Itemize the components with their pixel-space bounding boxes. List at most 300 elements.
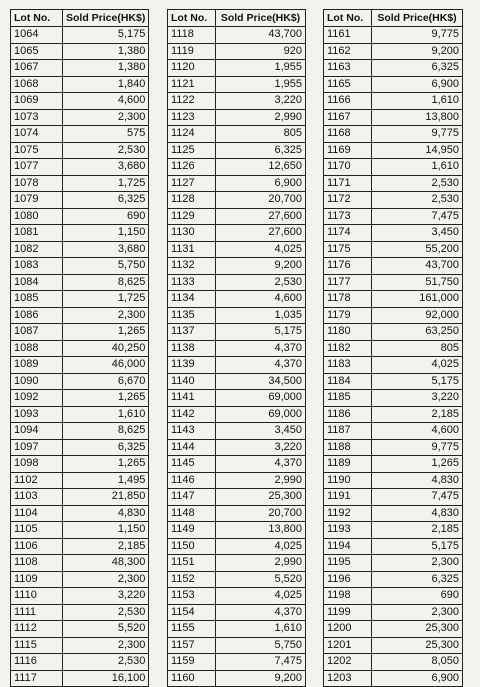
sold-price-cell: 1,035 (216, 307, 306, 324)
lot-number-cell: 1079 (11, 192, 63, 209)
table-row (324, 390, 463, 407)
table-row (168, 604, 306, 621)
lot-number-cell: 1109 (11, 571, 63, 588)
sold-price-cell: 3,220 (216, 93, 306, 110)
lot-number-cell: 1132 (168, 258, 216, 275)
sold-price-cell: 5,175 (372, 373, 463, 390)
lot-number-cell: 1195 (324, 555, 372, 572)
lot-number-cell: 1081 (11, 225, 63, 242)
table-row (168, 192, 306, 209)
table-row (324, 307, 463, 324)
sold-price-cell: 1,610 (372, 159, 463, 176)
lot-number-cell: 1148 (168, 505, 216, 522)
table-row (168, 505, 306, 522)
table-row (168, 340, 306, 357)
sold-price-cell: 6,325 (372, 571, 463, 588)
table-row (168, 126, 306, 143)
table-row (11, 588, 149, 605)
table-row (168, 522, 306, 539)
lot-number-cell: 1127 (168, 175, 216, 192)
table-row (11, 142, 149, 159)
lot-number-cell: 1098 (11, 456, 63, 473)
lot-number-cell: 1126 (168, 159, 216, 176)
sold-price-cell: 4,830 (63, 505, 149, 522)
sold-price-cell: 51,750 (372, 274, 463, 291)
lot-number-cell: 1112 (11, 621, 63, 638)
lot-number-cell: 1124 (168, 126, 216, 143)
lot-number-cell: 1161 (324, 27, 372, 44)
sold-price-cell: 55,200 (372, 241, 463, 258)
lot-number-cell: 1190 (324, 472, 372, 489)
sold-price-cell: 1,725 (63, 291, 149, 308)
table-row (324, 291, 463, 308)
sold-price-cell: 2,300 (372, 555, 463, 572)
table-row (168, 439, 306, 456)
lot-number-cell: 1090 (11, 373, 63, 390)
lot-number-cell: 1191 (324, 489, 372, 506)
sold-price-cell: 1,150 (63, 225, 149, 242)
sold-price-cell: 8,050 (372, 654, 463, 671)
sold-price-cell: 1,265 (372, 456, 463, 473)
sold-price-cell: 6,325 (63, 439, 149, 456)
sold-price-cell: 9,775 (372, 27, 463, 44)
lot-number-cell: 1134 (168, 291, 216, 308)
sold-price-cell: 6,670 (63, 373, 149, 390)
sold-price-cell: 69,000 (216, 406, 306, 423)
sold-price-cell: 2,530 (372, 175, 463, 192)
lot-no-header: Lot No. (324, 10, 372, 27)
lot-number-cell: 1182 (324, 340, 372, 357)
sold-price-cell: 1,725 (63, 175, 149, 192)
table-row (324, 324, 463, 341)
table-row (168, 538, 306, 555)
lot-number-cell: 1187 (324, 423, 372, 440)
lot-number-cell: 1089 (11, 357, 63, 374)
sold-price-cell: 1,610 (63, 406, 149, 423)
table-row (168, 373, 306, 390)
sold-price-cell: 2,530 (372, 192, 463, 209)
lot-number-cell: 1153 (168, 588, 216, 605)
sold-price-cell: 2,185 (63, 538, 149, 555)
lot-number-cell: 1171 (324, 175, 372, 192)
table-row (11, 126, 149, 143)
table-row (11, 522, 149, 539)
sold-price-cell: 5,520 (216, 571, 306, 588)
sold-price-header: Sold Price(HK$) (372, 10, 463, 27)
table-row (324, 274, 463, 291)
lot-number-cell: 1064 (11, 27, 63, 44)
lot-number-cell: 1180 (324, 324, 372, 341)
table-row (168, 670, 306, 687)
table-row (324, 43, 463, 60)
lot-number-cell: 1119 (168, 43, 216, 60)
table-row (11, 192, 149, 209)
lot-number-cell: 1118 (168, 27, 216, 44)
lot-number-cell: 1078 (11, 175, 63, 192)
sold-price-cell: 3,680 (63, 241, 149, 258)
sold-price-cell: 6,900 (216, 175, 306, 192)
sold-price-cell: 2,300 (372, 604, 463, 621)
sold-price-cell: 3,220 (216, 439, 306, 456)
table-row (324, 126, 463, 143)
table-row (324, 670, 463, 687)
lot-number-cell: 1088 (11, 340, 63, 357)
table-body (324, 27, 463, 687)
sold-price-cell: 3,450 (372, 225, 463, 242)
table-row (168, 274, 306, 291)
lot-number-cell: 1179 (324, 307, 372, 324)
sold-price-cell: 1,265 (63, 324, 149, 341)
sold-price-cell: 1,380 (63, 43, 149, 60)
sold-price-cell: 4,830 (372, 505, 463, 522)
sold-price-cell: 2,530 (63, 654, 149, 671)
lot-number-cell: 1189 (324, 456, 372, 473)
sold-price-cell: 8,625 (63, 274, 149, 291)
table-row (168, 324, 306, 341)
sold-price-cell: 4,830 (372, 472, 463, 489)
table-row (324, 621, 463, 638)
table-body (168, 27, 306, 687)
sold-price-cell: 1,265 (63, 456, 149, 473)
table-row (11, 241, 149, 258)
sold-price-cell: 2,990 (216, 555, 306, 572)
lot-number-cell: 1104 (11, 505, 63, 522)
price-table-3 (323, 9, 463, 687)
lot-number-cell: 1129 (168, 208, 216, 225)
lot-number-cell: 1203 (324, 670, 372, 687)
sold-price-cell: 16,100 (63, 670, 149, 687)
table-row (11, 109, 149, 126)
lot-number-cell: 1130 (168, 225, 216, 242)
table-row (168, 225, 306, 242)
sold-price-cell: 1,955 (216, 60, 306, 77)
sold-price-cell: 690 (372, 588, 463, 605)
table-row (168, 76, 306, 93)
lot-number-cell: 1080 (11, 208, 63, 225)
lot-no-header: Lot No. (11, 10, 63, 27)
lot-number-cell: 1168 (324, 126, 372, 143)
sold-price-cell: 1,610 (216, 621, 306, 638)
lot-number-cell: 1139 (168, 357, 216, 374)
table-row (324, 175, 463, 192)
sold-price-cell: 43,700 (372, 258, 463, 275)
sold-price-cell: 9,775 (372, 126, 463, 143)
sold-price-cell: 7,475 (372, 489, 463, 506)
sold-price-header: Sold Price(HK$) (216, 10, 306, 27)
table-row (168, 159, 306, 176)
table-row (168, 60, 306, 77)
table-row (324, 604, 463, 621)
sold-price-header: Sold Price(HK$) (63, 10, 149, 27)
table-row (324, 208, 463, 225)
table-row (324, 109, 463, 126)
lot-number-cell: 1106 (11, 538, 63, 555)
sold-price-cell: 34,500 (216, 373, 306, 390)
lot-number-cell: 1169 (324, 142, 372, 159)
lot-number-cell: 1201 (324, 637, 372, 654)
sold-price-cell: 9,200 (372, 43, 463, 60)
table-row (11, 423, 149, 440)
sold-price-cell: 4,025 (216, 588, 306, 605)
table-row (11, 159, 149, 176)
sold-price-cell: 3,220 (63, 588, 149, 605)
table-row (11, 258, 149, 275)
sold-price-cell: 7,475 (216, 654, 306, 671)
table-row (11, 538, 149, 555)
table-row (324, 505, 463, 522)
lot-number-cell: 1162 (324, 43, 372, 60)
sold-price-cell: 92,000 (372, 307, 463, 324)
lot-number-cell: 1149 (168, 522, 216, 539)
sold-price-cell: 25,300 (372, 637, 463, 654)
sold-price-cell: 13,800 (372, 109, 463, 126)
lot-number-cell: 1125 (168, 142, 216, 159)
table-row (168, 208, 306, 225)
lot-number-cell: 1151 (168, 555, 216, 572)
lot-number-cell: 1137 (168, 324, 216, 341)
lot-number-cell: 1154 (168, 604, 216, 621)
lot-number-cell: 1173 (324, 208, 372, 225)
table-row (11, 27, 149, 44)
sold-price-cell: 5,175 (216, 324, 306, 341)
table-row (11, 225, 149, 242)
lot-number-cell: 1199 (324, 604, 372, 621)
lot-number-cell: 1147 (168, 489, 216, 506)
table-row (168, 27, 306, 44)
table-row (324, 555, 463, 572)
table-row (168, 472, 306, 489)
table-row (324, 357, 463, 374)
sold-price-cell: 6,900 (372, 76, 463, 93)
table-row (11, 390, 149, 407)
sold-price-cell: 69,000 (216, 390, 306, 407)
sold-price-cell: 4,370 (216, 357, 306, 374)
table-row (168, 109, 306, 126)
table-row (324, 406, 463, 423)
table-row (168, 406, 306, 423)
sold-price-cell: 4,370 (216, 456, 306, 473)
sold-price-cell: 12,650 (216, 159, 306, 176)
lot-number-cell: 1165 (324, 76, 372, 93)
lot-number-cell: 1083 (11, 258, 63, 275)
price-table-2 (167, 9, 306, 687)
table-row (324, 439, 463, 456)
table-row (11, 93, 149, 110)
table-row (11, 670, 149, 687)
sold-price-cell: 1,265 (63, 390, 149, 407)
table-row (11, 340, 149, 357)
sold-price-cell: 4,025 (372, 357, 463, 374)
table-row (11, 43, 149, 60)
table-row (324, 637, 463, 654)
table-row (324, 93, 463, 110)
table-row (324, 538, 463, 555)
table-row (11, 208, 149, 225)
lot-number-cell: 1067 (11, 60, 63, 77)
sold-price-cell: 5,175 (372, 538, 463, 555)
sold-price-cell: 2,990 (216, 109, 306, 126)
lot-number-cell: 1085 (11, 291, 63, 308)
table-row (324, 225, 463, 242)
table-row (324, 142, 463, 159)
lot-number-cell: 1170 (324, 159, 372, 176)
table-row (324, 489, 463, 506)
lot-number-cell: 1141 (168, 390, 216, 407)
table-row (168, 456, 306, 473)
lot-number-cell: 1167 (324, 109, 372, 126)
lot-number-cell: 1133 (168, 274, 216, 291)
lot-number-cell: 1131 (168, 241, 216, 258)
lot-number-cell: 1144 (168, 439, 216, 456)
table-row (168, 43, 306, 60)
lot-number-cell: 1123 (168, 109, 216, 126)
table-row (168, 258, 306, 275)
lot-number-cell: 1196 (324, 571, 372, 588)
table-row (11, 489, 149, 506)
table-row (168, 423, 306, 440)
lot-number-cell: 1084 (11, 274, 63, 291)
sold-price-cell: 575 (63, 126, 149, 143)
table-body (11, 27, 149, 687)
sold-price-cell: 1,495 (63, 472, 149, 489)
table-row (324, 340, 463, 357)
sold-price-cell: 4,370 (216, 340, 306, 357)
lot-number-cell: 1157 (168, 637, 216, 654)
table-row (11, 555, 149, 572)
table-row (11, 373, 149, 390)
table-row (324, 373, 463, 390)
sold-price-cell: 2,530 (216, 274, 306, 291)
table-row (11, 571, 149, 588)
sold-price-cell: 25,300 (216, 489, 306, 506)
sold-price-cell: 4,370 (216, 604, 306, 621)
sold-price-cell: 1,610 (372, 93, 463, 110)
lot-number-cell: 1155 (168, 621, 216, 638)
table-row (11, 456, 149, 473)
table-row (324, 60, 463, 77)
lot-number-cell: 1122 (168, 93, 216, 110)
table-row (11, 472, 149, 489)
table-row (324, 192, 463, 209)
sold-price-cell: 20,700 (216, 192, 306, 209)
lot-number-cell: 1175 (324, 241, 372, 258)
sold-price-cell: 3,680 (63, 159, 149, 176)
table-row (324, 522, 463, 539)
lot-number-cell: 1069 (11, 93, 63, 110)
sold-price-cell: 690 (63, 208, 149, 225)
sold-price-cell: 1,955 (216, 76, 306, 93)
sold-price-cell: 5,520 (63, 621, 149, 638)
sold-price-cell: 4,600 (372, 423, 463, 440)
lot-number-cell: 1198 (324, 588, 372, 605)
lot-number-cell: 1116 (11, 654, 63, 671)
table-row (168, 390, 306, 407)
lot-number-cell: 1065 (11, 43, 63, 60)
lot-number-cell: 1146 (168, 472, 216, 489)
lot-number-cell: 1068 (11, 76, 63, 93)
lot-number-cell: 1185 (324, 390, 372, 407)
sold-price-cell: 9,200 (216, 258, 306, 275)
sold-price-cell: 6,325 (216, 142, 306, 159)
sold-price-cell: 25,300 (372, 621, 463, 638)
lot-number-cell: 1152 (168, 571, 216, 588)
table-row (11, 604, 149, 621)
table-row (168, 241, 306, 258)
lot-number-cell: 1074 (11, 126, 63, 143)
table-row (168, 621, 306, 638)
table-row (324, 423, 463, 440)
table-row (11, 505, 149, 522)
table-row (168, 571, 306, 588)
sold-price-cell: 2,300 (63, 307, 149, 324)
lot-number-cell: 1160 (168, 670, 216, 687)
lot-number-cell: 1143 (168, 423, 216, 440)
lot-number-cell: 1075 (11, 142, 63, 159)
table-row (11, 637, 149, 654)
lot-number-cell: 1188 (324, 439, 372, 456)
sold-price-cell: 7,475 (372, 208, 463, 225)
lot-number-cell: 1150 (168, 538, 216, 555)
table-row (168, 357, 306, 374)
table-row (324, 472, 463, 489)
lot-number-cell: 1115 (11, 637, 63, 654)
lot-number-cell: 1105 (11, 522, 63, 539)
sold-price-cell: 43,700 (216, 27, 306, 44)
sold-price-cell: 6,900 (372, 670, 463, 687)
table-row (324, 258, 463, 275)
sold-price-cell: 4,025 (216, 538, 306, 555)
table-row (324, 571, 463, 588)
sold-price-cell: 4,025 (216, 241, 306, 258)
lot-number-cell: 1176 (324, 258, 372, 275)
sold-price-cell: 6,325 (372, 60, 463, 77)
table-row (168, 175, 306, 192)
sold-price-cell: 5,175 (63, 27, 149, 44)
lot-number-cell: 1128 (168, 192, 216, 209)
table-row (11, 621, 149, 638)
sold-price-cell: 2,185 (372, 406, 463, 423)
lot-number-cell: 1138 (168, 340, 216, 357)
lot-number-cell: 1093 (11, 406, 63, 423)
sold-price-cell: 3,450 (216, 423, 306, 440)
sold-price-cell: 63,250 (372, 324, 463, 341)
sold-price-cell: 920 (216, 43, 306, 60)
price-table-1 (10, 9, 149, 687)
lot-number-cell: 1092 (11, 390, 63, 407)
table-row (168, 489, 306, 506)
lot-number-cell: 1172 (324, 192, 372, 209)
lot-number-cell: 1082 (11, 241, 63, 258)
lot-number-cell: 1073 (11, 109, 63, 126)
table-row (324, 241, 463, 258)
lot-number-cell: 1166 (324, 93, 372, 110)
sold-price-cell: 2,990 (216, 472, 306, 489)
table-row (11, 654, 149, 671)
sold-price-cell: 20,700 (216, 505, 306, 522)
lot-number-cell: 1163 (324, 60, 372, 77)
sold-price-cell: 14,950 (372, 142, 463, 159)
lot-number-cell: 1103 (11, 489, 63, 506)
sold-price-cell: 27,600 (216, 225, 306, 242)
lot-number-cell: 1145 (168, 456, 216, 473)
sold-price-cell: 1,150 (63, 522, 149, 539)
sold-price-cell: 805 (372, 340, 463, 357)
lot-number-cell: 1077 (11, 159, 63, 176)
table-row (324, 27, 463, 44)
lot-number-cell: 1186 (324, 406, 372, 423)
table-row (11, 324, 149, 341)
sold-price-cell: 4,600 (216, 291, 306, 308)
